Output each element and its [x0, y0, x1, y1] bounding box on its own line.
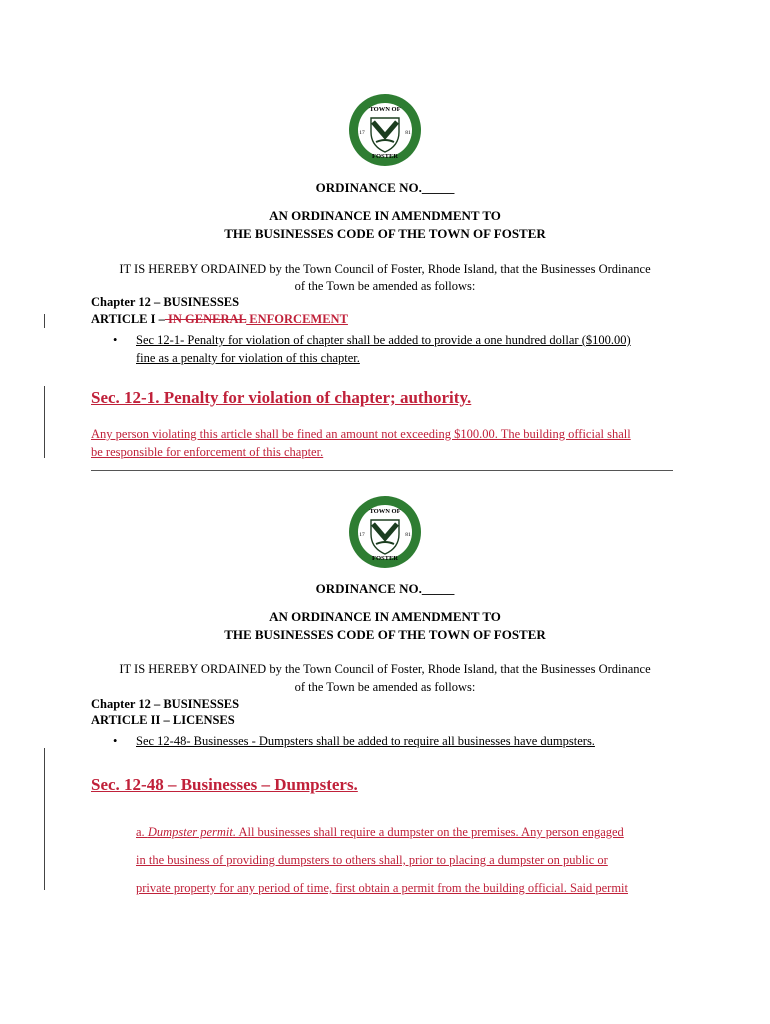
seal-bottom-text: FOSTER — [371, 555, 399, 562]
ordinance-number: ORDINANCE NO._____ — [315, 581, 455, 596]
town-seal-icon — [347, 92, 423, 168]
para-line1-rest: All businesses shall require a dumpster on the premises. Any person engaged — [236, 825, 624, 839]
seal-year-right: 81 — [405, 532, 411, 538]
bullet-line2: fine as a penalty for violation of this chapter. — [136, 351, 360, 365]
seal-bottom-text: FOSTER — [371, 153, 399, 160]
bullet-icon: • — [113, 734, 118, 748]
town-seal-icon — [347, 494, 423, 570]
dumpster-para-line2: in the business of providing dumpsters to others shall, prior to placing a dumpster on public or — [136, 853, 608, 867]
ordinance-title-line2: THE BUSINESSES CODE OF THE TOWN OF FOSTER — [224, 627, 546, 642]
seal-top-text: TOWN OF — [369, 508, 401, 515]
bullet-line1: Sec 12-48- Businesses - Dumpsters shall be added to require all businesses have dumpsters. — [136, 734, 595, 748]
chapter-heading: Chapter 12 – BUSINESSES — [91, 697, 240, 711]
ordinance-intro-line1: IT IS HEREBY ORDAINED by the Town Council of Foster, Rhode Island, that the Businesses Ordinance — [119, 262, 651, 276]
change-bar — [44, 748, 45, 890]
ordinance-title-line2: THE BUSINESSES CODE OF THE TOWN OF FOSTER — [224, 226, 546, 241]
bullet-line1: Sec 12-1- Penalty for violation of chapter shall be added to provide a one hundred dollar ($100.00) — [136, 333, 631, 347]
section-heading: Sec. 12-1. Penalty for violation of chapter; authority. — [91, 388, 472, 407]
list-item — [113, 331, 683, 367]
article-deleted-text: IN GENERAL — [164, 312, 247, 326]
ordinance-title-line1: AN ORDINANCE IN AMENDMENT TO — [269, 208, 501, 223]
para-label: a. — [136, 825, 148, 839]
change-bar — [44, 314, 45, 328]
seal-top-text: TOWN OF — [369, 106, 401, 113]
dumpster-para-line1 — [136, 818, 681, 846]
ordinance-intro-line2: of the Town be amended as follows: — [294, 680, 476, 694]
seal-year-left: 17 — [359, 130, 365, 136]
seal-year-left: 17 — [359, 532, 365, 538]
section-heading: Sec. 12-48 – Businesses – Dumpsters. — [91, 775, 358, 794]
bullet-icon: • — [113, 333, 118, 347]
article-heading: ARTICLE II – LICENSES — [91, 713, 235, 727]
ordinance-intro-line2: of the Town be amended as follows: — [294, 279, 476, 293]
ordinance-title-line1: AN ORDINANCE IN AMENDMENT TO — [269, 609, 501, 624]
section-line2: be responsible for enforcement of this chapter. — [91, 445, 324, 459]
section-line1: Any person violating this article shall be fined an amount not exceeding $100.00. The building official shall — [91, 427, 631, 441]
para-italic-title: Dumpster permit. — [147, 825, 237, 839]
seal-year-right: 81 — [405, 130, 411, 136]
separator-line — [91, 470, 673, 471]
article-prefix: ARTICLE I – — [91, 312, 165, 326]
list-item — [113, 732, 683, 750]
ordinance-number: ORDINANCE NO._____ — [315, 180, 455, 195]
chapter-heading: Chapter 12 – BUSINESSES — [91, 295, 240, 309]
change-bar — [44, 386, 45, 458]
article-heading — [91, 311, 348, 328]
ordinance-intro-line1: IT IS HEREBY ORDAINED by the Town Council of Foster, Rhode Island, that the Businesses Ordinance — [119, 662, 651, 676]
article-inserted-text: ENFORCEMENT — [246, 312, 348, 326]
dumpster-para-line3: private property for any period of time, first obtain a permit from the building official. Said permit — [136, 881, 628, 895]
